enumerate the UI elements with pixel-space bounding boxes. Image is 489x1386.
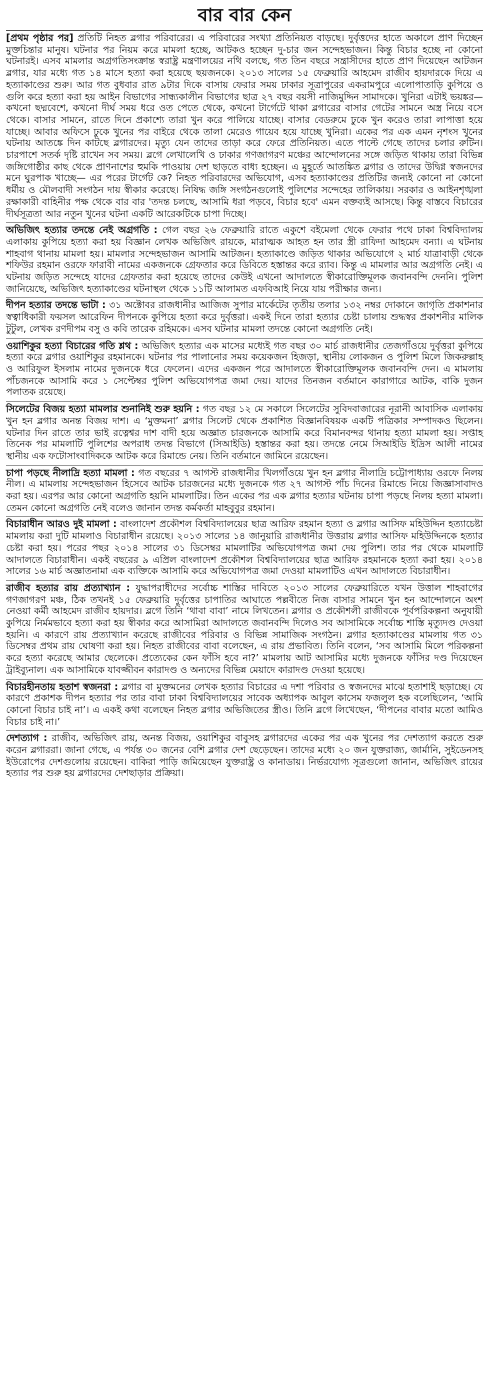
section-heading: চাপা পড়ছে নীলাদ্রি হত্যা মামলা : (6, 467, 135, 479)
section-heading: বিচারহীনতায় হতাশ স্বজনরা : (6, 681, 119, 693)
section-rajib (6, 583, 483, 677)
section-dipan (6, 300, 483, 335)
section-text: ৩১ অক্টোবর রাজধানীর আজিজ সুপার মার্কেটের তৃতীয় তলার ১৩২ নম্বর দোকানে জাগৃতি প্রকাশনার স্বত্বাধিকারী ফয়সল আরেফিন দীপনকে কুপিয়ে হত্যা করে দুর্বৃত্তরা। একই দিনে তারা হত্যার চেষ্টা চালায় শুদ্ধস্বর প্রকাশনীর মালিক টুটুল, লেখক রণদীপম বসু ও কবি তারেক রহিমকে। এসব ঘটনার মামলা তদন্তে কোনো অগ্রগতি নেই। (6, 300, 483, 335)
section-divider (6, 222, 483, 223)
section-washikur (6, 341, 483, 400)
section-heading: বিচারাধীন আরও দুই মামলা : (6, 519, 117, 531)
section-heading: রাজীব হত্যার রায় প্রত্যাখ্যান : (6, 582, 130, 594)
section-bijoy (6, 404, 483, 463)
continued-from-tag: [প্রথম পৃষ্ঠার পর] (6, 33, 74, 44)
section-text: গত বছর ১২ মে সকালে সিলেটের সুবিদবাজারের নূরানী আবাসিক এলাকায় খুন হন ব্লগার অনন্ত বিজয় দাশ। এ ‘মুক্তমনা’ ব্লগার সিলেট থেকে প্রকাশিত বিজ্ঞানবিষয়ক একটি পত্রিকার সম্পাদকও ছিলেন। ঘটনার দিন রাতে তার ভাই রত্নেশ্বর দাশ বাদী হয়ে অজ্ঞাত চারজনকে আসামি করে বিমানবন্দর থানায় হত্যা মামলা হয়। সপ্তাহ তিনেক পর মামলাটি পুলিশের অপরাধ তদন্ত বিভাগে (সিআইডি) হস্তান্তর করা হয়। তদন্তে নেমে সিআইডি ইদ্রিস আলী নামের স্থানীয় এক ফটোসাংবাদিককে আটক করে রিমান্ডে নেয়। তিনি বর্তমানে জামিনে রয়েছেন। (6, 404, 483, 462)
section-divider (6, 401, 483, 402)
section-text: ব্লগার বা মুক্তমনের লেখক হত্যার বিচারের এ দশা পরিবার ও স্বজনদের মাঝে হতাশাই ছড়াচ্ছে। যে কারণে প্রকাশক দীপন হত্যার পর তার বাবা ঢাকা বিশ্ববিদ্যালয়ের সাবেক অধ্যাপক আবুল কাসেম ফজলুল হক বলেছিলেন, ‘আমি কোনো বিচার চাই না’। এ একই কথা বলেছেন নিহত ব্লগার অভিজিতের স্ত্রীও। তিনি ব্লগে লিখেছেন, ‘দীপনের বাবার মতো আমিও বিচার চাই না।’ (6, 681, 483, 728)
section-text: যুদ্ধাপরাধীদের সর্বোচ্চ শাস্তির দাবিতে ২০১৩ সালের ফেব্রুয়ারিতে যখন উত্তাল শাহবাগের গণজাগরণ মঞ্চ, ঠিক তখনই ১৫ ফেব্রুয়ারি দুর্বৃত্তের চাপাতির আঘাতে পল্লবীতে নিজ বাসার সামনে খুন হন আন্দোলনে অংশ নেওয়া কর্মী আহমেদ রাজীব হায়দার। ব্লগে তিনি ‘থাবা বাবা’ নামে লিখতেন। ব্লগার ও প্রকৌশলী রাজীবকে পূর্বপরিকল্পনা অনুযায়ী কুপিয়ে নির্মমভাবে হত্যা করা হয় স্বীকার করে আসামিরা আদালতে জবানবন্দি দিলেও সব আসামিকে সর্বোচ্চ শাস্তি মৃত্যুদণ্ড দেওয়া হয়নি। এ কারণে রায় প্রত্যাখ্যান করেছে রাজীবের পরিবার ও বিভিন্ন সামাজিক সংগঠন। ব্লগার হত্যাকাণ্ডের মামলায় গত ৩১ ডিসেম্বর প্রথম রায় ঘোষণা করা হয়। নিহত রাজীবের বাবা বলেছেন, এ রায় প্রভাবিত। তিনি বলেন, ‘সব আসামি মিলে পরিকল্পনা করে হত্যা করেছে আমার ছেলেকে। প্রত্যেকের কেন ফাঁসি হবে না?’ মামলায় আট আসামির মধ্যে দুজনকে ফাঁসির দণ্ড দিয়েছেন ট্রাইব্যুনাল। এক আসামিকে যাবজ্জীবন কারাদণ্ড ও অন্যদের বিভিন্ন মেয়াদে কারাদণ্ড দেওয়া হয়েছে। (6, 582, 484, 676)
intro-text: প্রতিটি নিহত ব্লগার পরিবারের। এ পরিবারের সংখ্যা প্রতিনিয়ত বাড়ছে। দুর্বৃত্তদের হাতে অকালে প্রাণ দিচ্ছেন মুক্তচিন্তার মানুষ। ঘটনার পর নিয়ম করে মামলা হচ্ছে, আটকও হচ্ছেন দু-চার জন সন্দেহভাজন। কিন্তু বিচার হচ্ছে না কোনো ঘটনারই। এসব মামলার অগ্রগতিসংক্রান্ত স্বরাষ্ট্র মন্ত্রণালয়ের নথি বলছে, গত তিন বছরে সন্ত্রাসীদের হাতে প্রাণ দিয়েছেন আটজন ব্লগার, যার মধ্যে গত ১৪ মাসে হত্যা করা হয়েছে ছয়জনকে। ২০১৩ সালের ১৫ ফেব্রুয়ারি আহমেদ রাজীব হায়দারকে দিয়ে এ হত্যাকাণ্ডের শুরু। আর গত বুধবার রাত ৯টার দিকে বাসায় ফেরার সময় ঢাকার সূত্রাপুরের একরামপুরে এলোপাতাড়ি কুপিয়ে ও গুলি করে হত্যা করা হয় আইন বিভাগের সান্ধ্যকালীন বিভাগের ছাত্র ২৭ বছর বয়সী নাজিমুদ্দিন সামাদকে। খুনিরা এটাই ভয়ঙ্কর— কখনো ছদ্মবেশে, কখনো দীর্ঘ সময় ধরে ওত পেতে থেকে, কখনো টার্গেটে থাকা ব্লগারের বাসার গেটের সামনে অস্ত্র নিয়ে বসে থেকে। বাসার সামনে, রাতে দিনে প্রকাশ্যে তারা খুন করে পালিয়ে যাচ্ছে। বাসার বেডরুমে ঢুকে খুন করেও তারা লাপাত্তা হয়ে যাচ্ছে। আবার অফিসে ঢুকে খুনের পর বাইরে থেকে তালা মেরেও গায়েব হয়ে যাচ্ছে খুনিরা। একের পর এক এমন নৃশংস খুনের ঘটনায় আতঙ্কে দিন কাটছে ব্লগারদের। মৃত্যু যেন তাদের তাড়া করে ফেরে প্রতিনিয়ত। এতে পাল্টে গেছে তাদের চলার রুটিন। চারপাশে সতর্ক দৃষ্টি রাখেন সব সময়। ব্লগে লেখালেখি ও ঢাকার গণজাগরণ মঞ্চের আন্দোলনের সঙ্গে জড়িত থাকায় তারা বিভিন্ন জঙ্গিগোষ্ঠীর কাছ থেকে প্রাণনাশের হুমকি পাওয়ায় দেশ ছাড়তে বাধ্য হচ্ছেন। এ মুহূর্তে আতঙ্কিত ব্লগার ও তাদের উদ্বিগ্ন স্বজনদের মনে ঘুরপাক খাচ্ছে— এর পরের টার্গেট কে? নিহত পরিবারদের অভিযোগ, এসব হত্যাকাণ্ডের প্রতিটির জন্যই কোনো না কোনো ধর্মীয় ও মৌলবাদী সংগঠন দায় স্বীকার করেছে। নিষিদ্ধ জঙ্গি সংগঠনগুলোই পুলিশের সন্দেহের তালিকায়। সরকার ও আইনশৃঙ্খলা রক্ষাকারী বাহিনীর পক্ষ থেকে বার বার 'তদন্ত চলছে, আসামি ধরা পড়বে, বিচার হবে' এমন বক্তব্যই আসছে। কিন্তু বাস্তবে বিচারের দীর্ঘসূত্রতা আর নতুন খুনের ঘটনা একটি আরেকটিকে চাপা দিচ্ছে। (6, 33, 483, 220)
section-heading: দীপন হত্যার তদন্তে ভাটা : (6, 300, 106, 312)
section-text: গেল বছর ২৬ ফেব্রুয়ারি রাতে একুশে বইমেলা থেকে ফেরার পথে ঢাকা বিশ্ববিদ্যালয় এলাকায় কুপিয়ে হত্যা করা হয় বিজ্ঞান লেখক অভিজিৎ রায়কে, মারাত্মক আহত হন তার স্ত্রী রাফিদা আহমেদ বন্যা। এ ঘটনায় শাহবাগ থানায় মামলা হয়। মামলার সন্দেহভাজন আসামি আটজন। হত্যাকাণ্ডে জড়িত থাকার অভিযোগে ২ মার্চ যাত্রাবাড়ী থেকে শফিউর রহমান ওরফে ফারাবী নামের একজনকে গ্রেফতার করে ডিবিতে হস্তান্তর করে র‌্যাব। কিন্তু এ মামলার আর অগ্রগতি নেই। এ ঘটনায় জড়িত সন্দেহে যাদের গ্রেফতার করা হয়েছে তাদের কেউই এখনো আদালতে স্বীকারোক্তিমূলক জবানবন্দি দেননি। পুলিশ জানিয়েছে, অভিজিৎ হত্যাকাণ্ডের ঘটনাস্থল থেকে ১১টি আলামত এফবিআই নিয়ে যায় পরীক্ষার জন্য। (6, 225, 483, 295)
section-heading: সিলেটের বিজয় হত্যা মামলার শুনানিই শুরু হয়নি : (6, 404, 200, 416)
section-abhijit (6, 225, 483, 295)
article-headline: বার বার কেন (6, 4, 483, 31)
section-families (6, 682, 483, 729)
section-pending-cases (6, 519, 483, 578)
section-text: অভিজিৎ হত্যার এক মাসের মধ্যেই গত বছর ৩০ মার্চ রাজধানীর তেজগাঁওয়ে দুর্বৃত্তরা কুপিয়ে হত্যা করে ব্লগার ওয়াশিকুর রহমানকে। ঘটনার পর পালানোর সময় কয়েকজন হিজড়া, স্থানীয় লোকজন ও পুলিশ মিলে জিকরুল্লাহ ও আরিফুল ইসলাম নামের দুজনকে ধরে ফেলেন। এদের একজন পরে আদালতে স্বীকারোক্তিমূলক জবানবন্দি দেন। এ মামলায় পাঁচজনকে আসামি করে ১ সেপ্টেম্বর পুলিশ অভিযোগপত্র জমা দেয়। যাদের তিনজন বর্তমানে কারাগারে আটক, বাকি দুজন পলাতক রয়েছে। (6, 340, 483, 399)
section-divider (6, 580, 483, 581)
section-divider (6, 516, 483, 517)
section-divider (6, 730, 483, 731)
section-exile (6, 733, 483, 780)
section-heading: অভিজিৎ হত্যার তদন্তে নেই অগ্রগতি : (6, 225, 158, 237)
section-text: বাংলাদেশ প্রকৌশল বিশ্ববিদ্যালয়ের ছাত্র আরিফ রহমান হত্যা ও ব্লগার আসিফ মহিউদ্দিন হত্যাচেষ্টা মামলায় করা দুটি মামলাও বিচারাধীন রয়েছে। ২০১৩ সালের ১৪ জানুয়ারি রাজধানীর উত্তরায় ব্লগার আসিফ মহিউদ্দিনকে হত্যার চেষ্টা করা হয়। পরের পছর ২০১৪ সালের ৩১ ডিসেম্বর মামলাটির অভিযোগপত্র জমা দেয় পুলিশ। তার পর থেকে মামলাটি আদালতে বিচারাধীন। একই বছরের ৯ এপ্রিল বাংলাদেশ প্রকৌশল বিশ্ববিদ্যালয়ের ছাত্র আরিফ রহমানকে হত্যা করা হয়। ২০১৪ সালের ১৬ মার্চ অজ্ঞাতনামা এক ব্যক্তিকে আসামি করে অভিযোগপত্র জমা দেওয়া মামলাটিও এখন আদালতে বিচারাধীন। (6, 519, 483, 578)
section-heading: ওয়াশিকুর হত্যা বিচারের গতি শ্লথ : (6, 340, 139, 352)
section-heading: দেশত্যাগ : (6, 733, 48, 745)
section-divider (6, 465, 483, 466)
section-text: রাজীব, অভিজিৎ রায়, অনন্ত বিজয়, ওয়াশিকুর বাবুসহ ব্লগারদের একের পর এক খুনের পর দেশত্যাগ করতে শুরু করেন ব্লগাররা। জানা গেছে, এ পর্যন্ত ৩০ জনের বেশি ব্লগার দেশ ছেড়েছেন। তাদের মধ্যে ২০ জন যুক্তরাজ্য, জার্মানি, সুইডেনসহ ইউরোপের দেশগুলোয় রয়েছেন। বাকিরা পাড়ি জমিয়েছেন যুক্তরাষ্ট্র ও কানাডায়। নির্ভরযোগ্য সূত্রগুলো জানান, অভিজিৎ রায়ের হত্যার পর শুরু হয় ব্লগারদের দেশছাড়ার প্রক্রিয়া। (6, 733, 484, 780)
section-divider (6, 679, 483, 680)
section-niladri (6, 468, 483, 515)
section-divider (6, 338, 483, 339)
intro-paragraph (6, 33, 483, 220)
section-divider (6, 297, 483, 298)
section-text: গত বছরের ৭ আগস্ট রাজধানীর খিলগাঁওয়ে খুন হন ব্লগার নীলাদ্রি চট্টোপাধ্যায় ওরফে নিলয় নীল। এ মামলায় সন্দেহভাজন হিসেবে আটক চারজনের মধ্যে দুজনকে গত ২৭ আগস্ট পাঁচ দিনের রিমান্ডে নিয়ে জিজ্ঞাসাবাদও করা হয়। এরপর আর কোনো অগ্রগতি হয়নি মামলাটির। তিন একের পর এক ব্লগার হত্যার ঘটনায় চাপা পড়ছে নিলয় হত্যা মামলা। তেমন কোনো অগ্রগতি নেই বলেও জানান তদন্ত কর্মকর্তা মাহবুবুর রহমান। (6, 467, 483, 514)
